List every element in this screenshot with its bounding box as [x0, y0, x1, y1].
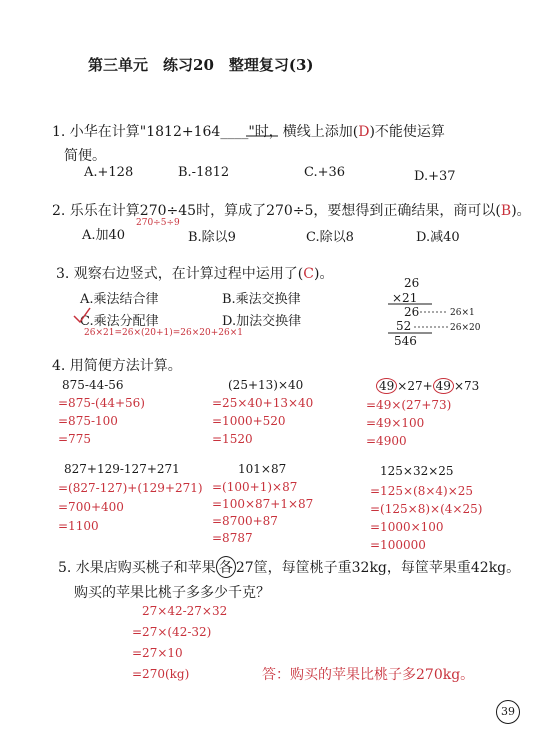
problem-2-expression: (25+13)×40 — [228, 378, 304, 392]
question-5-stem-b: 27筐，每筐桃子重32kg，每筐苹果重42kg。 — [235, 560, 521, 576]
problem-2-step: =25×40+13×40 — [212, 396, 314, 410]
circled-character: 各 — [216, 556, 236, 578]
question-3-option-b: B.乘法交换律 — [222, 292, 301, 307]
vertical-partial-2: 52 — [396, 319, 412, 333]
problem-5-expression: 101×87 — [238, 462, 287, 476]
vertical-partial-2-note: 26×20 — [450, 323, 481, 333]
problem-4-step: =700+400 — [58, 500, 124, 514]
problem-3-expression: 49 ×27+ 49 ×73 — [376, 378, 479, 394]
vertical-top: 26 — [404, 276, 420, 290]
problem-5-step: =8787 — [212, 531, 253, 545]
question-5-answer: 答：购买的苹果比桃子多270kg。 — [262, 667, 475, 683]
question-5-step: =27×(42-32) — [132, 625, 212, 639]
question-3-note: 26×21=26×(20+1)=26×20+26×1 — [84, 328, 243, 338]
question-5-step: =27×10 — [132, 646, 183, 660]
question-1-stem-line2: 简便。 — [64, 148, 106, 164]
problem-1-step: =875-100 — [58, 414, 118, 428]
question-5-stem-line2: 购买的苹果比桃子多多少千克？ — [74, 585, 270, 601]
question-1-stem: 1. 小华在计算"1812+164____"时，横线上添加( — [52, 124, 359, 140]
question-2-option-a: A.加40 — [82, 228, 126, 243]
question-1-answer: D — [358, 124, 370, 140]
question-2-option-d: D.减40 — [416, 230, 460, 245]
question-1-option-b: B.-1812 — [178, 165, 230, 180]
problem-1-expression: 875-44-56 — [62, 378, 124, 392]
question-3-option-d: D.加法交换律 — [222, 314, 302, 329]
problem-4-step: =1100 — [58, 519, 99, 533]
problem-1-step: =875-(44+56) — [58, 396, 145, 410]
circled-49: 49 — [433, 378, 454, 394]
problem-6-step: =100000 — [370, 538, 426, 552]
problem-4-step: =(827-127)+(129+271) — [58, 481, 203, 495]
question-2-option-c: C.除以8 — [306, 230, 354, 245]
page-number: 39 — [496, 700, 520, 724]
problem-4-expression: 827+129-127+271 — [64, 462, 180, 476]
problem-1-step: =775 — [58, 432, 91, 446]
page-title: 第三单元 练习20 整理复习(3) — [88, 56, 314, 74]
problem-3-step: =4900 — [366, 434, 407, 448]
problem-5-step: =8700+87 — [212, 514, 278, 528]
problem-6-step: =1000×100 — [370, 520, 444, 534]
question-2-note: 270÷5÷9 — [136, 218, 180, 228]
circled-49: 49 — [376, 378, 397, 394]
question-3-stem-end: )。 — [314, 266, 334, 282]
question-5-step: =270(kg) — [132, 667, 190, 681]
problem-5-step: =(100+1)×87 — [212, 480, 298, 494]
question-3-option-a: A.乘法结合律 — [80, 292, 159, 307]
question-3-option-c: C.乘法分配律 — [80, 314, 159, 329]
question-2-stem: 2. 乐乐在计算270÷45时，算成了270÷5，要想得到正确结果，商可以( — [52, 203, 501, 219]
question-2-answer: B — [500, 203, 512, 219]
vertical-multiplier: ×21 — [392, 291, 418, 305]
problem-5-step: =100×87+1×87 — [212, 497, 314, 511]
vertical-partial-1-note: 26×1 — [450, 308, 475, 318]
problem-3-step: =49×(27+73) — [366, 398, 452, 412]
problem-6-step: =(125×8)×(4×25) — [370, 502, 483, 516]
question-1-option-c: C.+36 — [304, 165, 346, 180]
question-3-stem: 3. 观察右边竖式，在计算过程中运用了( — [56, 266, 304, 282]
problem-6-step: =125×(8×4)×25 — [370, 484, 474, 498]
problem-3-step: =49×100 — [366, 416, 425, 430]
vertical-partial-1: 26 — [404, 305, 420, 319]
problem-6-expression: 125×32×25 — [380, 464, 454, 478]
question-3-answer: C — [303, 266, 314, 282]
question-1-option-d: D.+37 — [414, 169, 456, 184]
question-1-option-a: A.+128 — [84, 165, 134, 180]
question-2-option-b: B.除以9 — [188, 230, 236, 245]
question-2-stem-end: )。 — [511, 203, 531, 219]
check-mark-icon — [74, 308, 90, 322]
question-4: 4. 用简便方法计算。 — [52, 358, 182, 374]
problem-2-step: =1000+520 — [212, 414, 286, 428]
vertical-result: 546 — [394, 334, 417, 348]
problem-2-step: =1520 — [212, 432, 253, 446]
question-1-stem-end: )不能使运算 — [369, 124, 445, 140]
question-5-stem-a: 5. 水果店购买桃子和苹果 — [58, 560, 216, 576]
question-5-step: 27×42-27×32 — [142, 604, 228, 618]
